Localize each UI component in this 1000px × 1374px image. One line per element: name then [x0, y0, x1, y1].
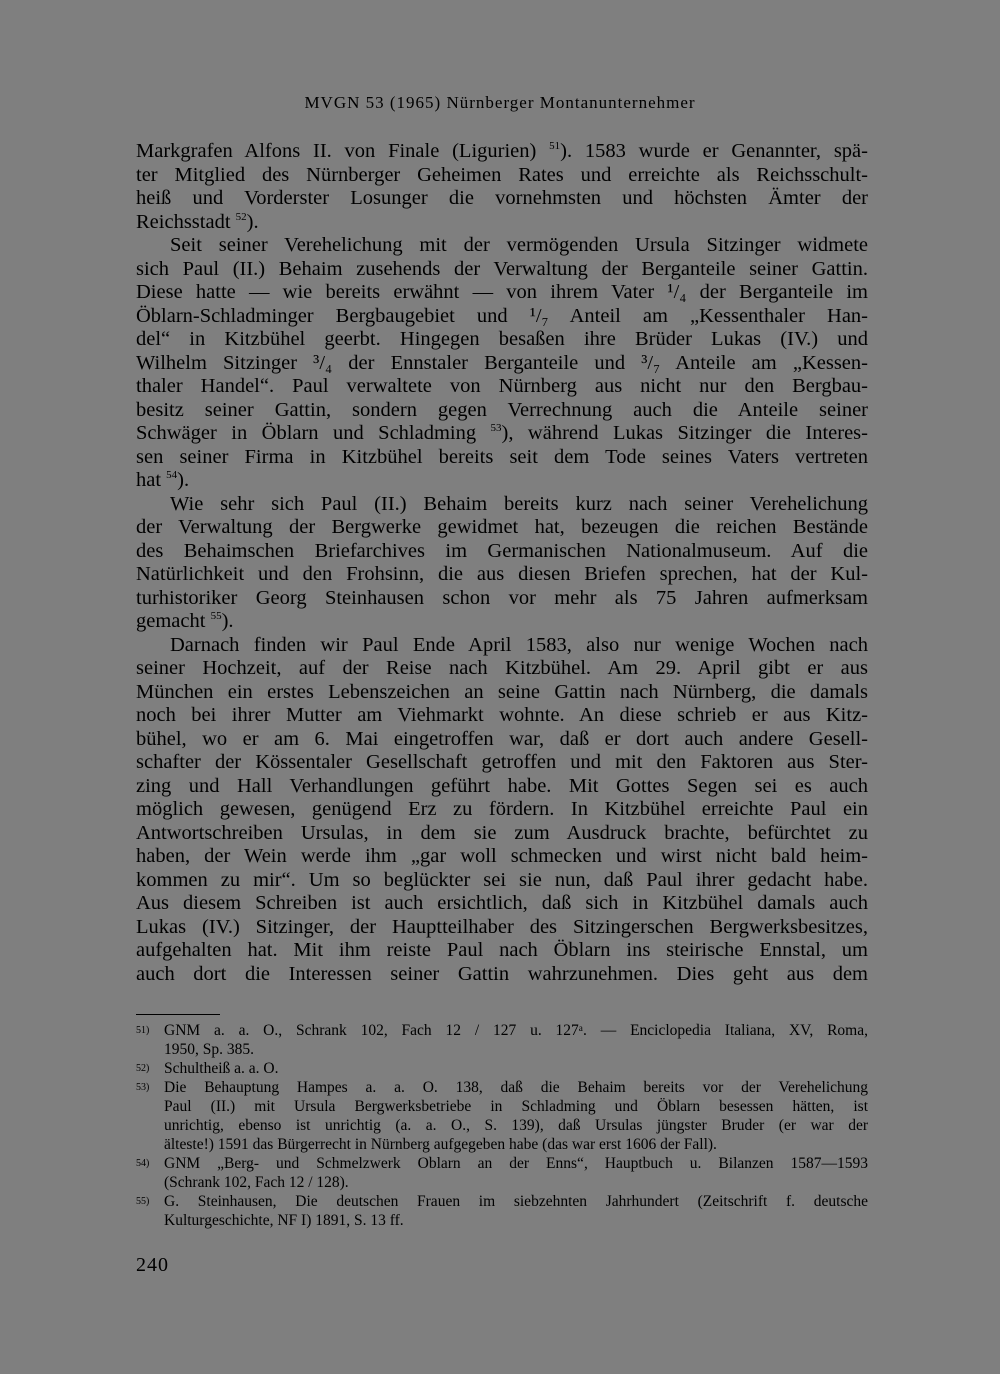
footnote: [136, 1078, 868, 1154]
footnote: [136, 1192, 868, 1230]
footnote-line: Paul (II.) mit Ursula Bergwerksbetriebe in Schladming und Öblarn besessen hätten, ist: [164, 1098, 868, 1115]
text-line: Natürlichkeit und den Frohsinn, die aus diesen Briefen sprechen, hat der Kul-: [136, 563, 868, 585]
text-line: noch bei ihrer Mutter am Viehmarkt wohnte. An diese schrieb er aus Kitz-: [136, 704, 868, 726]
text-line: Reichsstadt $^{52}$).: [136, 210, 259, 233]
footnote: [136, 1059, 868, 1078]
footnote-ref: 55: [210, 610, 222, 622]
body-text: [136, 140, 868, 986]
paragraph: [136, 234, 868, 493]
text-line: kommen zu mir“. Um so beglückter sei sie nun, daß Paul ihrer gedacht habe.: [136, 868, 868, 891]
footnote: [136, 1154, 868, 1192]
text-line: des Behaimschen Briefarchives im Germanischen Nationalmuseum. Auf die: [136, 539, 868, 562]
footnote-line: Die Behauptung Hampes a. a. O. 138, daß die Behaim bereits vor der Verehelichung: [164, 1079, 868, 1096]
footnote-line: unrichtig, ebenso ist unrichtig (a. a. O., S. 139), daß Ursulas jüngster Bruder (er war der: [164, 1117, 868, 1134]
footnote-line: älteste!) 1591 das Bürgerrecht in Nürnberg aufgegeben habe (das war erst 1606 der Fall).: [164, 1136, 717, 1153]
footnote-number: 52): [136, 1063, 150, 1074]
footnote-line: 1950, Sp. 385.: [164, 1041, 254, 1058]
text-line: Diese hatte — wie bereits erwähnt — von ihrem Vater ¹/₄ der Berganteile im: [136, 281, 868, 303]
text-line: Seit seiner Verehelichung mit der vermögenden Ursula Sitzinger widmete: [170, 234, 868, 256]
page-number: 240: [136, 1254, 169, 1276]
text-line: möglich gewesen, genügend Erz zu fördern. In Kitzbühel erreichte Paul ein: [136, 798, 868, 820]
text-line: sen seiner Firma in Kitzbühel bereits seit dem Tode seines Vaters vertreten: [136, 445, 868, 468]
text-line: zing und Hall Verhandlungen geführt habe. Mit Gottes Segen sei es auch: [136, 774, 868, 797]
footnote-line: GNM a. a. O., Schrank 102, Fach 12 / 127 u. 127ᵃ. — Enciclopedia Italiana, XV, Roma,: [164, 1022, 868, 1039]
footnote-ref: 51: [549, 140, 561, 152]
footnote-line: GNM „Berg- und Schmelzwerk Oblarn an der Enns“, Hauptbuch u. Bilanzen 1587—1593: [164, 1155, 868, 1172]
paragraph: [136, 634, 868, 987]
paragraph: [136, 140, 868, 234]
footnote-number: 55): [136, 1196, 150, 1207]
text-line: Lukas (IV.) Sitzinger, der Hauptteilhaber des Sitzingerschen Bergwerksbesitzes,: [136, 915, 868, 938]
footnotes: [136, 1021, 868, 1230]
text-line: Antwortschreiben Ursulas, in dem sie zum Ausdruck brachte, befürchtet zu: [136, 821, 868, 844]
text-line: Öblarn-Schladminger Bergbaugebiet und ¹/₇ Anteil am „Kessenthaler Han-: [136, 304, 868, 327]
text-line: besitz seiner Gattin, sondern gegen Verrechnung auch die Anteile seiner: [136, 398, 868, 421]
text-line: schafter der Kössentaler Gesellschaft getroffen und mit den Faktoren aus Ster-: [136, 751, 868, 773]
footnote-line: Schultheiß a. a. O.: [164, 1060, 279, 1077]
footnote-ref: 52: [235, 210, 247, 223]
text-line: hat $^{54}$).: [136, 469, 190, 491]
footnote-number: 54): [136, 1158, 150, 1169]
text-line: auch dort die Interessen seiner Gattin wahrzunehmen. Dies geht aus dem: [136, 962, 868, 985]
text-line: haben, der Wein werde ihm „gar woll schmecken und wirst nicht bald heim-: [136, 845, 868, 867]
text-line: sich Paul (II.) Behaim zusehends der Verwaltung der Berganteile seiner Gattin.: [136, 257, 868, 280]
text-line: thaler Handel“. Paul verwaltete von Nürnberg aus nicht nur den Bergbau-: [136, 375, 868, 397]
text-line: aufgehalten hat. Mit ihm reiste Paul nach Öblarn ins steirische Ennstal, um: [136, 939, 868, 961]
footnote-ref: 53: [490, 422, 502, 434]
text-line: ter Mitglied des Nürnberger Geheimen Rates und erreichte als Reichsschult-: [136, 163, 868, 186]
text-line: Wilhelm Sitzinger ³/₄ der Ennstaler Berganteile und ³/₇ Anteile am „Kessen-: [136, 351, 868, 374]
text-line: turhistoriker Georg Steinhausen schon vor mehr als 75 Jahren aufmerksam: [136, 586, 868, 609]
text-line: Schwäger in Öblarn und Schladming $^{53}$), während Lukas Sitzinger die Interes-: [136, 422, 868, 444]
footnote-line: Kulturgeschichte, NF I) 1891, S. 13 ff.: [164, 1212, 404, 1229]
text-line: del“ in Kitzbühel geerbt. Hingegen besaßen ihre Brüder Lukas (IV.) und: [136, 328, 868, 350]
text-line: heiß und Vorderster Losunger die vornehmsten und höchsten Ämter der: [136, 187, 868, 209]
footnote-separator: [136, 1014, 220, 1015]
footnote-number: 51): [136, 1025, 150, 1036]
text-line: Wie sehr sich Paul (II.) Behaim bereits kurz nach seiner Verehelichung: [170, 492, 868, 515]
text-line: bühel, wo er am 6. Mai eingetroffen war, daß er dort auch andere Gesell-: [136, 727, 868, 750]
paragraph: [136, 493, 868, 634]
text-line: Aus diesem Schreiben ist auch ersichtlich, daß sich in Kitzbühel damals auch: [136, 892, 868, 914]
text-line: München ein erstes Lebenszeichen an seine Gattin nach Nürnberg, die damals: [136, 680, 868, 703]
footnote-line: (Schrank 102, Fach 12 / 128).: [164, 1174, 349, 1191]
text-line: seiner Hochzeit, auf der Reise nach Kitzbühel. Am 29. April gibt er aus: [136, 657, 868, 679]
running-head: MVGN 53 (1965) Nürnberger Montanunternehmer: [304, 93, 696, 112]
footnote-number: 53): [136, 1082, 150, 1093]
text-line: gemacht $^{55}$).: [136, 610, 234, 632]
footnote: [136, 1021, 868, 1059]
text-line: Markgrafen Alfons II. von Finale (Ligurien) $^{51}$). 1583 wurde er Genannter, spä-: [136, 140, 868, 162]
text-line: der Verwaltung der Bergwerke gewidmet hat, bezeugen die reichen Bestände: [136, 516, 868, 538]
footnote-ref: 54: [166, 469, 178, 481]
footnote-line: G. Steinhausen, Die deutschen Frauen im siebzehnten Jahrhundert (Zeitschrift f. deutsche: [164, 1193, 868, 1210]
text-line: Darnach finden wir Paul Ende April 1583, also nur wenige Wochen nach: [170, 633, 868, 656]
